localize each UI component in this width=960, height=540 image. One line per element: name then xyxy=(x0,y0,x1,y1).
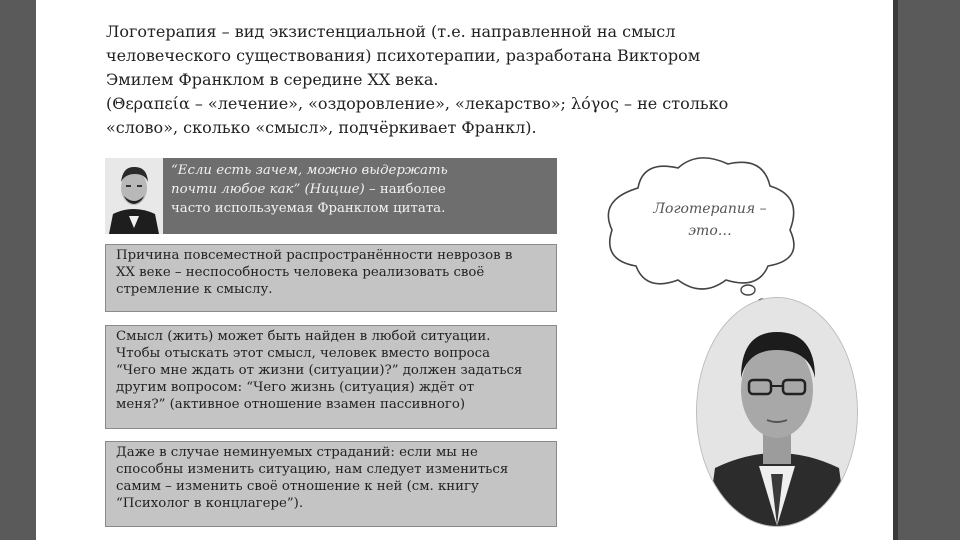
intro-paragraph xyxy=(106,20,826,140)
right-dark-strip xyxy=(893,0,960,540)
box-line: способны изменить ситуацию, нам следует измениться xyxy=(116,462,509,477)
cloud-line: Логотерапия – xyxy=(653,201,767,217)
box-line: “Психолог в концлагере”). xyxy=(116,496,304,511)
box-line: Чтобы отыскать этот смысл, человек вместо вопроса xyxy=(116,346,491,361)
suffering-box xyxy=(105,441,557,527)
neurosis-cause-box xyxy=(105,244,557,312)
box-line: другим вопросом: “Чего жизнь (ситуация) ждёт от xyxy=(116,380,475,395)
box-line: “Чего мне ждать от жизни (ситуации)?” должен задаться xyxy=(116,363,523,378)
right-strip-edge xyxy=(893,0,898,540)
intro-line: Логотерапия – вид экзистенциальной (т.е. направленной на смысл xyxy=(106,22,676,41)
box-line: Смысл (жить) может быть найден в любой ситуации. xyxy=(116,329,491,344)
quote-line: часто используемая Франклом цитата. xyxy=(171,201,446,216)
box-line: самим – изменить своё отношение к ней (см. книгу xyxy=(116,479,479,494)
meaning-box xyxy=(105,325,557,429)
left-dark-strip xyxy=(0,0,36,540)
box-line: Даже в случае неминуемых страданий: если мы не xyxy=(116,445,478,460)
intro-line: человеческого существования) психотерапии, разработана Виктором xyxy=(106,46,701,65)
intro-line: (Θεραπεία – «лечение», «оздоровление», «лекарство»; λόγος – не столько xyxy=(106,94,729,113)
box-line: Причина повсеместной распространённости неврозов в xyxy=(116,248,513,263)
quote-italic-line: почти любое как” (Ницше) xyxy=(171,182,365,197)
box-line: XX веке – неспособность человека реализовать своё xyxy=(116,265,485,280)
intro-line: Эмилем Франклом в середине XX века. xyxy=(106,70,439,89)
box-line: стремление к смыслу. xyxy=(116,282,273,297)
cloud-text xyxy=(630,198,790,242)
quote-italic-line: “Если есть зачем, можно выдержать xyxy=(171,163,448,178)
box-line: меня?” (активное отношение взамен пассивного) xyxy=(116,397,466,412)
nietzsche-quote-box xyxy=(105,158,557,234)
frankl-portrait xyxy=(696,297,858,527)
cloud-line: это… xyxy=(688,223,732,239)
quote-text xyxy=(163,158,557,234)
quote-rest: – наиболее xyxy=(364,182,446,197)
intro-line: «слово», сколько «смысл», подчёркивает Франкл). xyxy=(106,118,537,137)
nietzsche-portrait xyxy=(105,158,163,234)
